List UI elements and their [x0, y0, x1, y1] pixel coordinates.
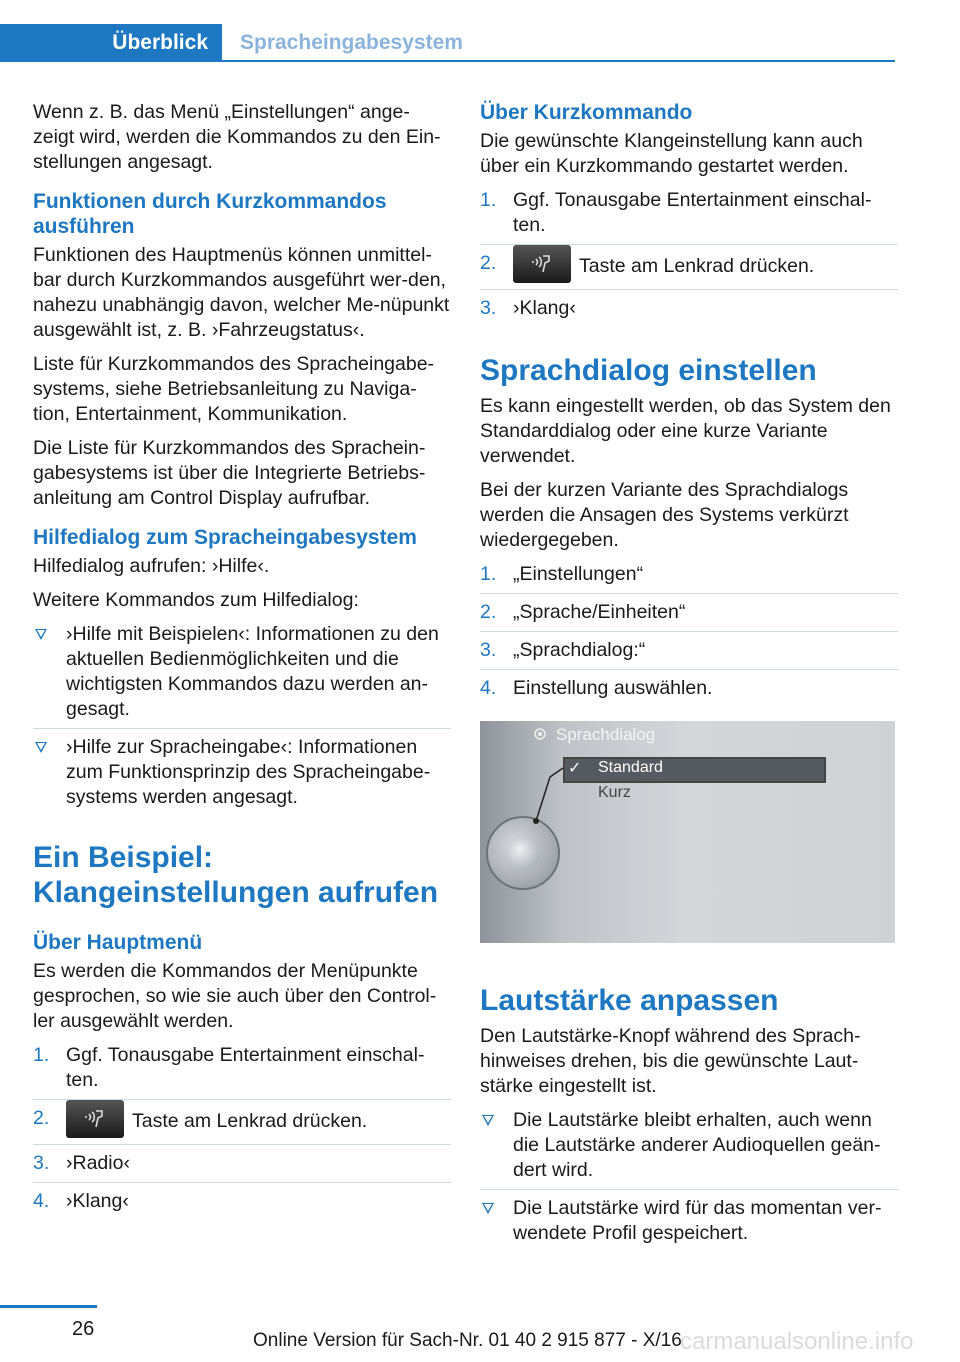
tab-spracheingabesystem[interactable]: Spracheingabesystem [240, 31, 463, 54]
step-text: Ggf. Tonausgabe Entertainment einschal‐ten. [66, 1044, 425, 1091]
paragraph-intro: Wenn z. B. das Menü „Einstellungen“ ange‐zeigt wird, werden die Kommandos zu den Ein‐stellungen angesagt. [33, 101, 441, 173]
footer-text: Online Version für Sach-Nr. 01 40 2 915 877 - X/16 [253, 1330, 682, 1351]
step-text: Ggf. Tonausgabe Entertainment einschal‐ten. [513, 189, 872, 236]
step-item [480, 638, 898, 670]
list-item [480, 1196, 898, 1252]
heading-kurzkommando: Über Kurzkommando [480, 101, 693, 124]
step-item [33, 1189, 451, 1220]
step-text: Einstellung auswählen. [513, 677, 713, 699]
page-number: 26 [72, 1318, 95, 1340]
screen-title: Sprachdialog [556, 725, 656, 744]
step-number: 2. [480, 252, 497, 274]
step-item [480, 188, 898, 245]
right-column [480, 100, 898, 1260]
paragraph-dialog-2: Bei der kurzen Variante des Sprachdialogs werden die Ansagen des Systems verkürzt wiedergegeben. [480, 479, 849, 551]
paragraph-dialog-1: Es kann eingestellt werden, ob das System den Standarddialog oder eine kurze Variante verwendet. [480, 395, 891, 467]
paragraph-kurz-1: Funktionen des Hauptmenüs können unmittel‐bar durch Kurzkommandos ausgeführt wer‐den, nahezu unabhängig davon, welcher Me‐nüpunkt ausgewählt ist, z. B. ›Fahrzeugstatus‹. [33, 244, 450, 341]
step-number: 4. [480, 677, 497, 699]
heading-sprachdialog: Sprachdialog einstellen [480, 354, 817, 387]
list-item-text: ›Hilfe zur Spracheingabe‹: Informationen zum Funktionsprinzip des Spracheingabe‐systems werden angesagt. [66, 736, 431, 808]
watermark: carmanualsonline.info [680, 1328, 914, 1355]
step-item [480, 296, 898, 327]
steps-sprachdialog [480, 562, 898, 707]
step-text: Taste am Lenkrad drücken. [132, 1110, 368, 1133]
list-lautstaerke [480, 1108, 898, 1252]
paragraph-kurzkommando: Die gewünschte Klangeinstellung kann auch über ein Kurzkommando gestartet werden. [480, 130, 863, 177]
list-item-text: Die Lautstärke bleibt erhalten, auch wenn die Lautstärke anderer Audioquellen geän‐dert wird. [513, 1109, 881, 1181]
step-text: „Einstellungen“ [513, 563, 644, 585]
steps-hauptmenue [33, 1043, 451, 1220]
control-display-screenshot [480, 721, 895, 943]
voice-button-icon [66, 1100, 124, 1138]
step-number: 3. [480, 639, 497, 661]
triangle-bullet-icon [35, 742, 47, 753]
heading-kurzkommandos: Funktionen durch Kurzkommandos ausführen [33, 190, 387, 238]
list-hilfe [33, 622, 451, 816]
checkmark-icon: ✓ [568, 760, 582, 777]
steps-kurzkommando [480, 188, 898, 327]
step-number: 3. [480, 297, 497, 319]
step-text: ›Radio‹ [66, 1152, 130, 1174]
step-text: ›Klang‹ [513, 297, 576, 319]
paragraph-kurz-2: Liste für Kurzkommandos des Spracheingabe‐systems, siehe Betriebsanleitung zu Naviga‐tion, Entertainment, Kommunikation. [33, 353, 435, 425]
step-number: 3. [33, 1152, 50, 1174]
option-standard: Standard [598, 759, 663, 776]
paragraph-kurz-3: Die Liste für Kurzkommandos des Sprachein‐gabesystems ist über die Integrierte Betriebs‐anleitung am Control Display aufrufbar. [33, 437, 426, 509]
step-item [480, 676, 898, 707]
list-item [33, 735, 451, 816]
header-rule [222, 60, 895, 62]
step-item [480, 600, 898, 632]
triangle-bullet-icon [35, 629, 47, 640]
list-item-text: Die Lautstärke wird für das momentan ver‐wendete Profil gespeichert. [513, 1197, 882, 1244]
footer-rule [0, 1305, 97, 1308]
triangle-bullet-icon [482, 1203, 494, 1214]
step-item [33, 1106, 451, 1145]
header-tabs [0, 24, 895, 62]
step-item [480, 251, 898, 290]
step-text: „Sprache/Einheiten“ [513, 601, 686, 623]
list-item [480, 1108, 898, 1190]
step-item [480, 562, 898, 594]
heading-beispiel: Ein Beispiel: Klangeinstellungen aufrufen [33, 841, 439, 909]
triangle-bullet-icon [482, 1115, 494, 1126]
step-number: 1. [480, 563, 497, 585]
step-number: 1. [480, 189, 497, 211]
heading-lautstaerke: Lautstärke anpassen [480, 984, 779, 1017]
voice-button-icon [513, 245, 571, 283]
paragraph-lautstaerke: Den Lautstärke-Knopf während des Sprach‐hinweises drehen, bis die gewünschte Laut‐stärke eingestellt ist. [480, 1025, 861, 1097]
leader-line [480, 721, 895, 943]
step-text: „Sprachdialog:“ [513, 639, 646, 661]
heading-hilfedialog: Hilfedialog zum Spracheingabesystem [33, 526, 417, 549]
paragraph-hilfe-2: Weitere Kommandos zum Hilfedialog: [33, 589, 359, 611]
step-text: Taste am Lenkrad drücken. [579, 255, 815, 278]
option-kurz: Kurz [598, 784, 631, 801]
paragraph-hauptmenue: Es werden die Kommandos der Menüpunkte gesprochen, so wie sie auch über den Control‐ler ausgewählt werden. [33, 960, 437, 1032]
step-number: 4. [33, 1190, 50, 1212]
left-column [33, 100, 451, 1228]
step-text: ›Klang‹ [66, 1190, 129, 1212]
list-item-text: ›Hilfe mit Beispielen‹: Informationen zu den aktuellen Bedienmöglichkeiten und die wichtigsten Kommandos dazu werden an‐gesagt. [66, 623, 439, 720]
list-item [33, 622, 451, 729]
tab-ueberblick[interactable]: Überblick [0, 24, 222, 62]
paragraph-hilfe-1: Hilfedialog aufrufen: ›Hilfe‹. [33, 555, 270, 577]
step-number: 1. [33, 1044, 50, 1066]
step-number: 2. [33, 1107, 50, 1129]
step-item [33, 1151, 451, 1183]
step-number: 2. [480, 601, 497, 623]
heading-hauptmenue: Über Hauptmenü [33, 931, 203, 954]
step-item [33, 1043, 451, 1100]
